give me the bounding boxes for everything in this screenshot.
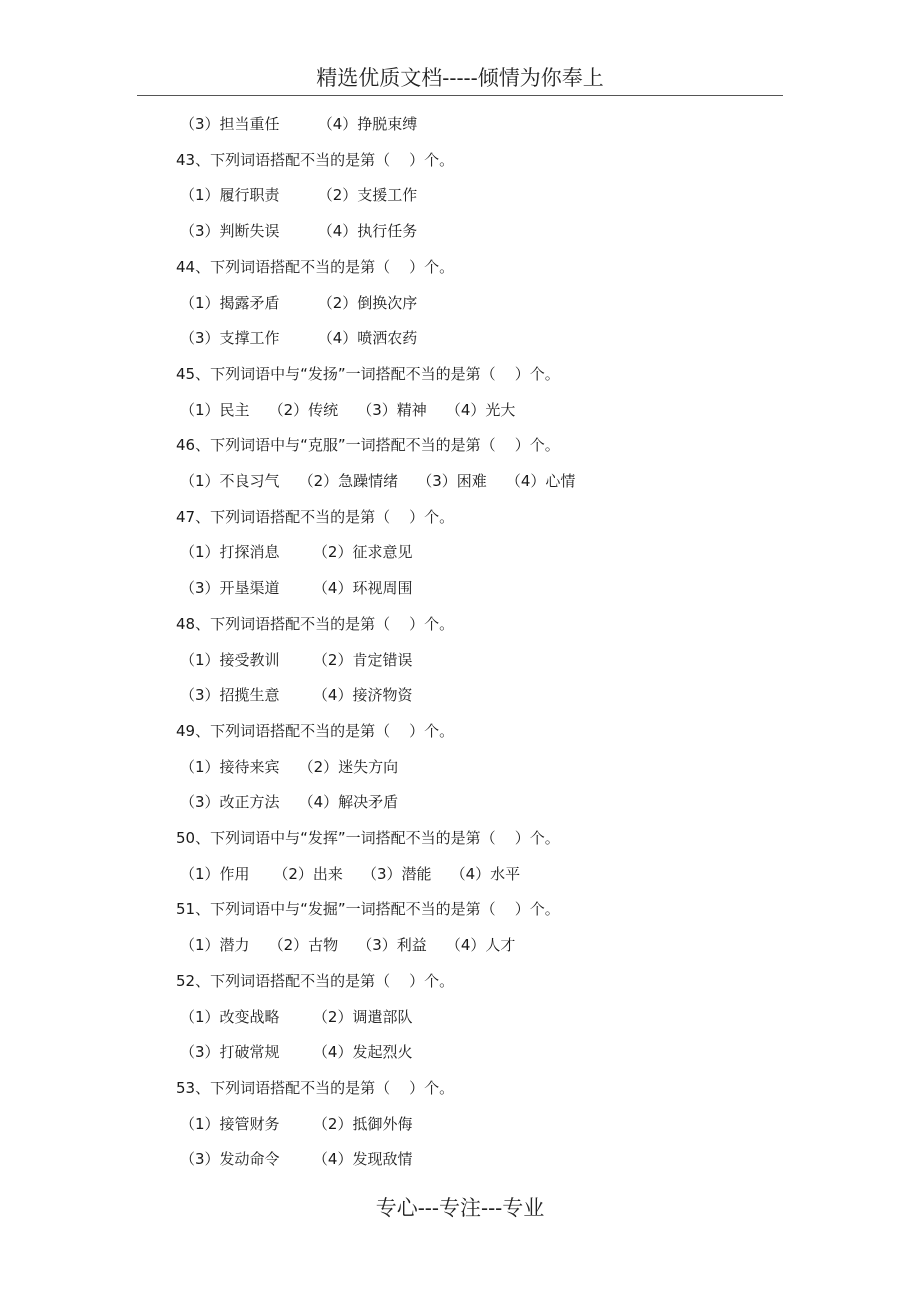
page-footer: 专心---专注---专业 bbox=[375, 1196, 545, 1220]
options-text: （1）作用 （2）出来 （3）潜能 （4）水平 bbox=[180, 864, 521, 883]
question-text: 45、下列词语中与“发扬”一词搭配不当的是第（ ）个。 bbox=[176, 364, 560, 383]
header-divider bbox=[137, 95, 783, 96]
options-text: （1）打探消息 （2）征求意见 bbox=[180, 543, 413, 562]
options-text: （3）打破常规 （4）发起烈火 bbox=[180, 1043, 413, 1062]
options-text: （3）改正方法 （4）解决矛盾 bbox=[180, 793, 399, 812]
options-text: （3）支撑工作 （4）喷洒农药 bbox=[180, 329, 418, 348]
options-text: （1）履行职责 （2）支援工作 bbox=[180, 186, 418, 205]
question-text: 52、下列词语搭配不当的是第（ ）个。 bbox=[176, 971, 455, 990]
options-text: （1）不良习气 （2）急躁情绪 （3）困难 （4）心情 bbox=[180, 472, 576, 490]
options-text: （1）接管财务 （2）抵御外侮 bbox=[180, 1114, 413, 1133]
question-text: 51、下列词语中与“发掘”一词搭配不当的是第（ ）个。 bbox=[176, 900, 560, 919]
question-text: 50、下列词语中与“发挥”一词搭配不当的是第（ ）个。 bbox=[176, 829, 560, 847]
options-text: （1）民主 （2）传统 （3）精神 （4）光大 bbox=[180, 400, 516, 419]
options-text: （3）招揽生意 （4）接济物资 bbox=[180, 686, 413, 705]
question-list bbox=[0, 106, 920, 1186]
options-text: （1）接受教训 （2）肯定错误 bbox=[180, 650, 413, 669]
options-text: （1）潜力 （2）古物 （3）利益 （4）人才 bbox=[180, 936, 516, 955]
question-text: 44、下列词语搭配不当的是第（ ）个。 bbox=[176, 257, 455, 276]
options-text: （3）判断失误 （4）执行任务 bbox=[180, 222, 418, 241]
question-text: 43、下列词语搭配不当的是第（ ）个。 bbox=[176, 150, 455, 169]
options-text: （3）开垦渠道 （4）环视周围 bbox=[180, 579, 413, 598]
options-text: （1）接待来宾 （2）迷失方向 bbox=[180, 757, 399, 776]
options-text: （1）改变战略 （2）调遣部队 bbox=[180, 1007, 413, 1026]
page-header: 精选优质文档-----倾情为你奉上 bbox=[316, 66, 604, 90]
options-text: （1）揭露矛盾 （2）倒换次序 bbox=[180, 293, 418, 312]
question-text: 48、下列词语搭配不当的是第（ ）个。 bbox=[176, 614, 455, 633]
question-text: 47、下列词语搭配不当的是第（ ）个。 bbox=[176, 507, 455, 526]
options-text: （3）担当重任 （4）挣脱束缚 bbox=[180, 115, 418, 133]
question-text: 49、下列词语搭配不当的是第（ ）个。 bbox=[176, 721, 455, 740]
options-text: （3）发动命令 （4）发现敌情 bbox=[180, 1150, 413, 1169]
question-text: 46、下列词语中与“克服”一词搭配不当的是第（ ）个。 bbox=[176, 436, 560, 455]
question-text: 53、下列词语搭配不当的是第（ ）个。 bbox=[176, 1078, 455, 1097]
